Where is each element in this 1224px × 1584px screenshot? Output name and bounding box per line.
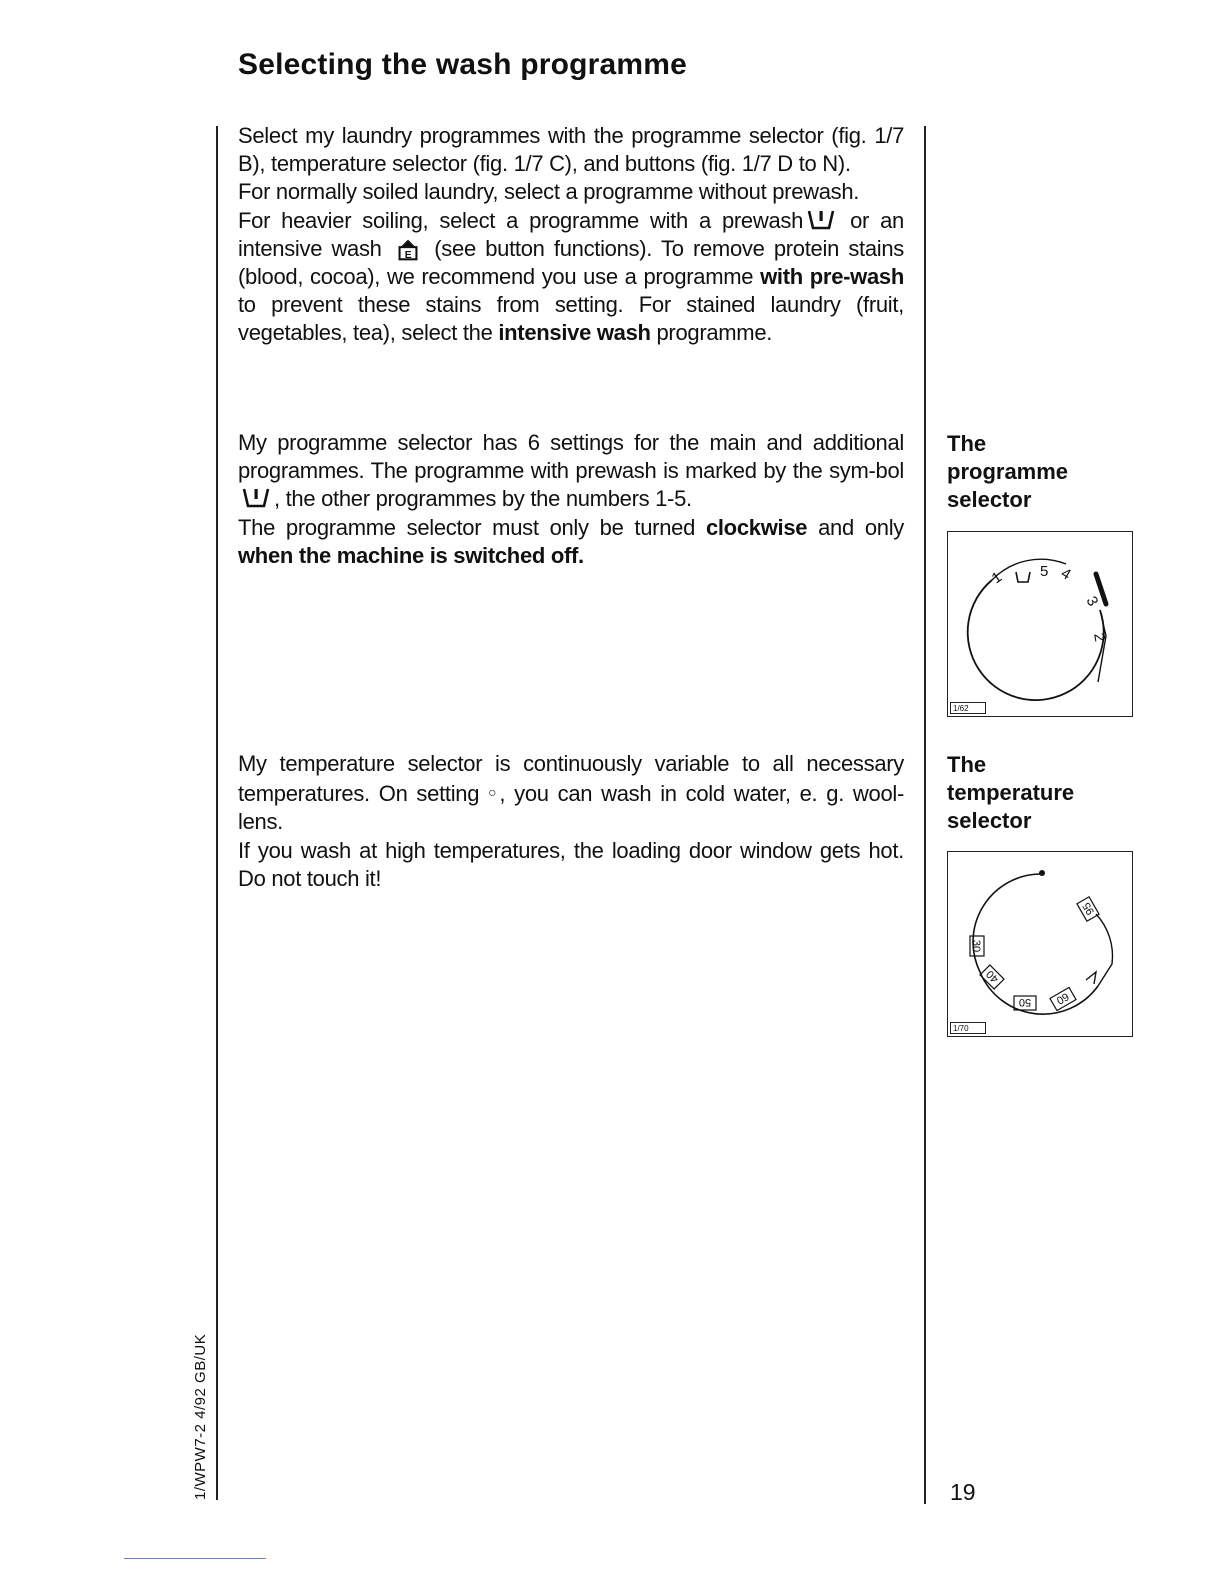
intensive-wash-symbol-icon [393, 236, 423, 262]
dial-number-4: 4 [1058, 564, 1074, 584]
text-prewash-intro: For heavier soiling, select a programme with a prewash [238, 207, 804, 233]
text-stained-laundry: to prevent these stains from setting. For stained laundry (fruit, vegetables, tea), select the [238, 292, 904, 346]
page-number: 19 [950, 1479, 976, 1505]
figure-label-1-62: 1/62 [950, 702, 986, 714]
programme-selector-heading: The programme selector [947, 431, 1069, 512]
intro-paragraph-3 [238, 207, 904, 348]
intro-paragraph-1: Select my laundry programmes with the programme selector (fig. 1/7 B), temperature selector (fig. 1/7 C), and buttons (fig. 1/7 D to N). [238, 123, 904, 177]
text-cold-water: , you can wash in cold water, e. g. wool-lens. [238, 781, 905, 835]
prewash-symbol-icon [240, 487, 272, 509]
text-numbers-1-5: , the other programmes by the numbers 1-5. [274, 486, 692, 512]
page-title: Selecting the wash programme [238, 48, 688, 81]
temperature-dial-illustration [948, 852, 1134, 1038]
bottom-link-underline [124, 1558, 266, 1559]
dial-number-2: 2 [1090, 631, 1109, 643]
programme-paragraph-2 [238, 514, 904, 570]
programme-dial-illustration [948, 532, 1134, 718]
text-six-settings: My programme selector has 6 settings for the main and additional programmes. The programme with prewash is marked by the sym-bol [238, 430, 904, 484]
dial-number-5: 5 [1040, 563, 1049, 580]
temperature-selector-heading: The temperature selector [947, 752, 1075, 833]
text-continuously-variable: My temperature selector is continuously variable to all necessary temperatures. On setting [238, 751, 904, 807]
temp-label-30: 30 [970, 939, 982, 953]
dial-number-1: 1 [988, 568, 1006, 588]
prewash-symbol-icon [805, 209, 837, 231]
programme-selector-figure [947, 531, 1133, 717]
cold-setting-symbol: ○ [488, 784, 500, 801]
left-margin-rule [216, 126, 218, 1500]
temperature-selector-section [238, 750, 904, 893]
temperature-selector-figure [947, 851, 1133, 1037]
intro-section [238, 122, 904, 348]
svg-text:E: E [404, 249, 412, 261]
temperature-paragraph-2: If you wash at high temperatures, the loading door window gets hot. Do not touch it! [238, 837, 904, 891]
temp-label-95: 95 [1080, 900, 1098, 917]
text-protein-stains: (see button functions). To remove protein stains (blood, cocoa), we recommend you use a programme [238, 235, 905, 290]
document-code: 1/WPW7-2 4/92 GB/UK [192, 1333, 209, 1500]
text-intensive-intro: or an intensive wash [238, 207, 904, 261]
bold-switched-off: when the machine is switched off. [238, 542, 584, 568]
figure-label-1-70: 1/70 [950, 1022, 986, 1034]
right-margin-rule [924, 126, 926, 1504]
text-programme-end: programme. [656, 320, 773, 346]
programme-selector-section [238, 429, 904, 570]
bold-intensive-wash: intensive wash [498, 320, 651, 346]
programme-paragraph-1 [238, 429, 904, 514]
dial-number-3: 3 [1082, 593, 1102, 610]
bold-clockwise: clockwise [705, 514, 808, 540]
intro-paragraph-2: For normally soiled laundry, select a programme without prewash. [238, 179, 860, 205]
text-and-only: and only [818, 514, 905, 540]
temp-label-50: 50 [1018, 996, 1032, 1008]
temp-label-60: 60 [1054, 989, 1071, 1007]
temperature-paragraph-1 [238, 750, 904, 837]
bold-with-prewash: with pre-wash [760, 264, 904, 290]
temp-label-40: 40 [984, 967, 1002, 985]
text-turn-warning: The programme selector must only be turned [238, 514, 696, 540]
